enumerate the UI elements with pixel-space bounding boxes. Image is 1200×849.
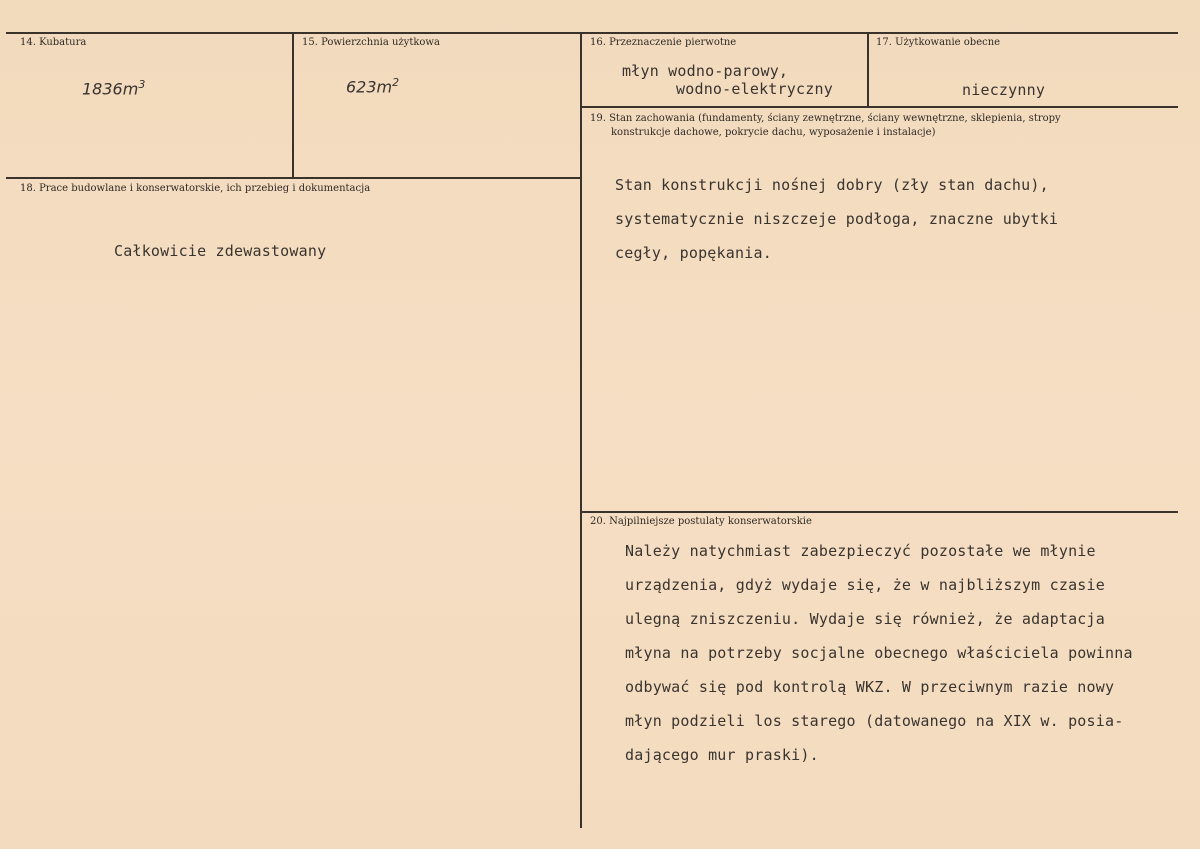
- field-14-label: 14. Kubatura: [20, 37, 87, 48]
- field-17-label: 17. Użytkowanie obecne: [876, 37, 1001, 48]
- field-19-label-line2: konstrukcje dachowe, pokrycie dachu, wyposażenie i instalacje): [611, 127, 936, 138]
- field-19-line-3: cegły, popękania.: [615, 244, 772, 262]
- field-19-line-1: Stan konstrukcji nośnej dobry (zły stan dachu),: [615, 176, 1049, 194]
- field-18-value: Całkowicie zdewastowany: [114, 242, 327, 260]
- field-17-value: nieczynny: [962, 81, 1046, 99]
- field-20-line-4: młyna na potrzeby socjalne obecnego właściciela powinna: [625, 644, 1133, 662]
- field-19-line-2: systematycznie niszczeje podłoga, znaczne ubytki: [615, 210, 1059, 228]
- rule-under-16-17: [581, 106, 1178, 108]
- field-20-line-6: młyn podzieli los starego (datowanego na XIX w. posia-: [625, 712, 1124, 730]
- field-16-value-line2: wodno-elektryczny: [676, 80, 833, 98]
- powierzchnia-number: 623m: [346, 77, 393, 97]
- field-20-line-2: urządzenia, gdyż wydaje się, że w najbliższym czasie: [625, 576, 1105, 594]
- field-20-label: 20. Najpilniejsze postulaty konserwatorskie: [590, 516, 812, 527]
- powierzchnia-unit-exponent: 2: [392, 76, 400, 89]
- field-20-line-7: dającego mur praski).: [625, 746, 819, 764]
- rule-under-19: [581, 511, 1178, 513]
- field-20-line-3: ulegną zniszczeniu. Wydaje się również, że adaptacja: [625, 610, 1105, 628]
- kubatura-number: 1836m: [82, 79, 139, 99]
- field-20-line-1: Należy natychmiast zabezpieczyć pozostałe we młynie: [625, 542, 1096, 560]
- field-16-label: 16. Przeznaczenie pierwotne: [590, 37, 737, 48]
- divider-main: [580, 32, 582, 828]
- divider-16-17: [867, 32, 869, 107]
- field-15-label: 15. Powierzchnia użytkowa: [302, 37, 440, 48]
- field-19-label-line1: 19. Stan zachowania (fundamenty, ściany zewnętrzne, ściany wewnętrzne, sklepienia, stropy: [590, 113, 1061, 124]
- divider-14-15: [292, 32, 294, 178]
- top-rule: [6, 32, 1178, 34]
- field-18-label: 18. Prace budowlane i konserwatorskie, ich przebieg i dokumentacja: [20, 183, 371, 194]
- kubatura-unit-exponent: 3: [138, 78, 146, 91]
- field-15-value: [346, 76, 399, 96]
- field-16-value-line1: młyn wodno-parowy,: [622, 62, 789, 80]
- field-20-line-5: odbywać się pod kontrolą WKZ. W przeciwnym razie nowy: [625, 678, 1115, 696]
- field-14-value: [82, 78, 145, 98]
